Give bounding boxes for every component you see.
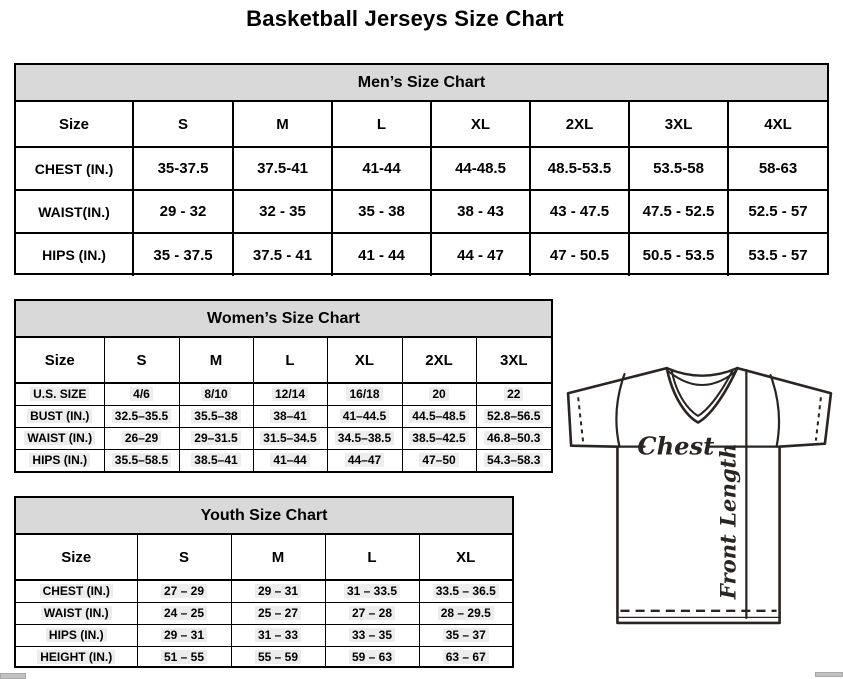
measurement-row	[16, 646, 512, 668]
size-value-cell: 51 – 55	[137, 646, 231, 668]
size-column-header: 3XL	[476, 338, 551, 383]
measurement-row-label: WAIST (IN.)	[16, 602, 137, 624]
size-value-cell: 47.5 - 52.5	[629, 190, 728, 233]
measurement-row	[16, 147, 827, 190]
size-value-cell: 38–41	[253, 405, 327, 427]
size-value-cell: 22	[476, 383, 551, 405]
size-value-cell: 55 – 59	[231, 646, 325, 668]
size-value-cell: 35 - 37.5	[133, 233, 233, 276]
size-value-cell: 20	[402, 383, 476, 405]
size-value-cell: 4/6	[104, 383, 179, 405]
size-value-cell: 38 - 43	[431, 190, 530, 233]
jersey-measurement-diagram	[556, 358, 838, 630]
measurement-row	[16, 233, 827, 276]
size-value-cell: 34.5–38.5	[327, 427, 402, 449]
size-value-cell: 41-44	[332, 147, 431, 190]
measurement-row-label: CHEST (IN.)	[16, 580, 137, 602]
measurement-row	[16, 449, 551, 471]
size-column-header: S	[137, 535, 231, 580]
jersey-left-armhole-seam	[616, 374, 624, 447]
size-column-header: 2XL	[402, 338, 476, 383]
measurement-row	[16, 405, 551, 427]
size-value-cell: 58-63	[728, 147, 827, 190]
jersey-right-armhole-seam	[771, 375, 780, 447]
size-value-cell: 28 – 29.5	[419, 602, 512, 624]
size-column-header: XL	[419, 535, 512, 580]
chest-label: Chest	[637, 431, 715, 461]
womens-size-chart	[14, 299, 553, 473]
size-value-cell: 47–50	[402, 449, 476, 471]
size-column-header: M	[179, 338, 253, 383]
size-value-cell: 29 – 31	[137, 624, 231, 646]
size-column-header: L	[253, 338, 327, 383]
front-length-label: Front Length	[715, 443, 741, 600]
size-value-cell: 43 - 47.5	[530, 190, 629, 233]
size-value-cell: 16/18	[327, 383, 402, 405]
size-value-cell: 41–44	[253, 449, 327, 471]
size-value-cell: 29 - 32	[133, 190, 233, 233]
size-value-cell: 53.5 - 57	[728, 233, 827, 276]
size-column-header: M	[231, 535, 325, 580]
size-column-header: XL	[431, 102, 530, 147]
measurement-row-label: U.S. SIZE	[16, 383, 104, 405]
size-value-cell: 35-37.5	[133, 147, 233, 190]
size-value-cell: 37.5 - 41	[233, 233, 332, 276]
size-column-header: 3XL	[629, 102, 728, 147]
womens-chart-title: Women’s Size Chart	[16, 301, 551, 338]
size-value-cell: 44–47	[327, 449, 402, 471]
youth-chart-title: Youth Size Chart	[16, 498, 512, 535]
size-value-cell: 47 - 50.5	[530, 233, 629, 276]
size-value-cell: 48.5-53.5	[530, 147, 629, 190]
mens-chart-title: Men’s Size Chart	[16, 65, 827, 102]
size-corner-header: Size	[16, 535, 137, 580]
measurement-row-label: HIPS (IN.)	[16, 233, 133, 276]
size-value-cell: 31.5–34.5	[253, 427, 327, 449]
size-corner-header: Size	[16, 338, 104, 383]
womens-size-table	[16, 338, 551, 471]
size-column-header: S	[104, 338, 179, 383]
size-column-header: L	[325, 535, 419, 580]
measurement-row	[16, 190, 827, 233]
youth-size-table	[16, 535, 512, 668]
size-value-cell: 31 – 33	[231, 624, 325, 646]
size-value-cell: 35.5–38	[179, 405, 253, 427]
mens-size-table	[16, 102, 827, 276]
size-value-cell: 37.5-41	[233, 147, 332, 190]
size-value-cell: 32 - 35	[233, 190, 332, 233]
size-value-cell: 29 – 31	[231, 580, 325, 602]
size-value-cell: 35.5–58.5	[104, 449, 179, 471]
size-column-header: M	[233, 102, 332, 147]
measurement-row-label: HIPS (IN.)	[16, 449, 104, 471]
size-value-cell: 35 – 37	[419, 624, 512, 646]
page-title: Basketball Jerseys Size Chart	[246, 6, 564, 31]
size-value-cell: 50.5 - 53.5	[629, 233, 728, 276]
size-value-cell: 52.8–56.5	[476, 405, 551, 427]
youth-size-chart	[14, 496, 514, 668]
jersey-right-sleeve	[737, 368, 831, 447]
size-value-cell: 44 - 47	[431, 233, 530, 276]
size-value-cell: 33 – 35	[325, 624, 419, 646]
jersey-left-cuff-dashed-line	[578, 397, 583, 442]
size-value-cell: 25 – 27	[231, 602, 325, 624]
size-column-header: S	[133, 102, 233, 147]
measurement-row	[16, 383, 551, 405]
measurement-row-label: CHEST (IN.)	[16, 147, 133, 190]
size-value-cell: 53.5-58	[629, 147, 728, 190]
jersey-right-cuff-dashed-line	[816, 397, 821, 440]
measurement-row	[16, 602, 512, 624]
size-value-cell: 27 – 29	[137, 580, 231, 602]
measurement-row	[16, 624, 512, 646]
size-value-cell: 32.5–35.5	[104, 405, 179, 427]
measurement-row-label: WAIST(IN.)	[16, 190, 133, 233]
mens-size-chart	[14, 63, 829, 275]
size-value-cell: 8/10	[179, 383, 253, 405]
scrollbar-fragment-left	[0, 673, 26, 679]
size-value-cell: 44-48.5	[431, 147, 530, 190]
size-value-cell: 31 – 33.5	[325, 580, 419, 602]
size-value-cell: 12/14	[253, 383, 327, 405]
size-column-header: L	[332, 102, 431, 147]
jersey-collar-back-arc	[667, 368, 738, 376]
size-value-cell: 24 – 25	[137, 602, 231, 624]
measurement-row-label: WAIST (IN.)	[16, 427, 104, 449]
measurement-row-label: HIPS (IN.)	[16, 624, 137, 646]
size-value-cell: 63 – 67	[419, 646, 512, 668]
size-value-cell: 26–29	[104, 427, 179, 449]
size-value-cell: 27 – 28	[325, 602, 419, 624]
size-value-cell: 54.3–58.3	[476, 449, 551, 471]
size-value-cell: 29–31.5	[179, 427, 253, 449]
size-column-header: XL	[327, 338, 402, 383]
scrollbar-fragment-right	[815, 672, 843, 677]
measurement-row-label: BUST (IN.)	[16, 405, 104, 427]
size-column-header: 2XL	[530, 102, 629, 147]
size-value-cell: 52.5 - 57	[728, 190, 827, 233]
measurement-row-label: HEIGHT (IN.)	[16, 646, 137, 668]
size-corner-header: Size	[16, 102, 133, 147]
size-value-cell: 59 – 63	[325, 646, 419, 668]
jersey-body	[617, 447, 779, 623]
size-value-cell: 38.5–41	[179, 449, 253, 471]
size-value-cell: 33.5 – 36.5	[419, 580, 512, 602]
size-column-header: 4XL	[728, 102, 827, 147]
measurement-row	[16, 427, 551, 449]
size-value-cell: 41–44.5	[327, 405, 402, 427]
size-value-cell: 35 - 38	[332, 190, 431, 233]
size-value-cell: 44.5–48.5	[402, 405, 476, 427]
size-value-cell: 41 - 44	[332, 233, 431, 276]
size-value-cell: 46.8–50.3	[476, 427, 551, 449]
size-value-cell: 38.5–42.5	[402, 427, 476, 449]
measurement-row	[16, 580, 512, 602]
